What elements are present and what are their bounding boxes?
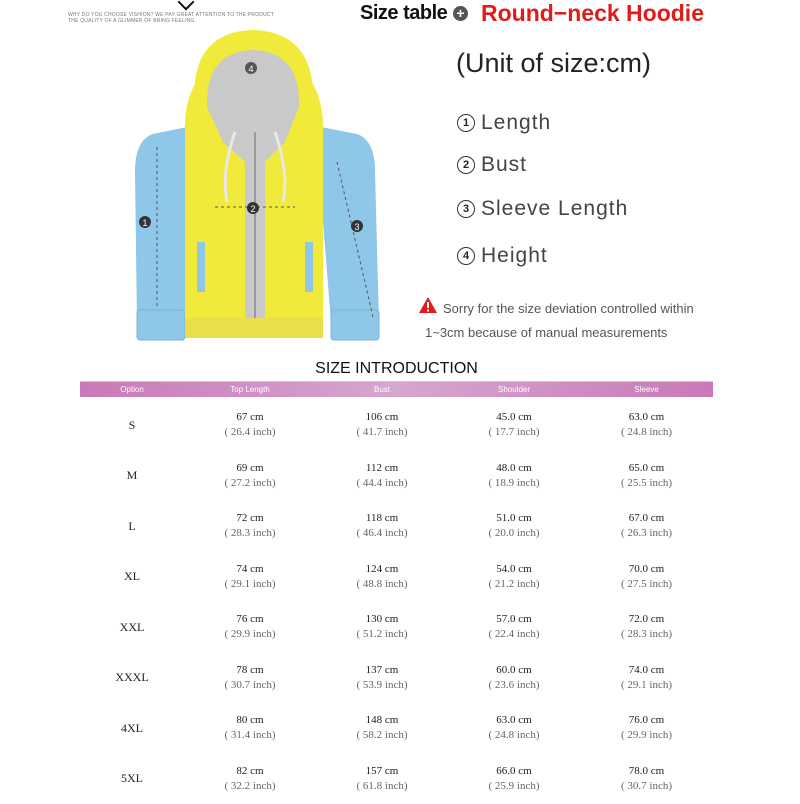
- inch-value: ( 29.1 inch): [184, 577, 316, 592]
- size-option: L: [80, 519, 184, 534]
- inch-value: ( 27.2 inch): [184, 476, 316, 491]
- inch-value: ( 51.2 inch): [316, 627, 448, 642]
- inch-value: ( 28.3 inch): [184, 526, 316, 541]
- inch-value: ( 44.4 inch): [316, 476, 448, 491]
- inch-value: ( 58.2 inch): [316, 728, 448, 743]
- bust-cell: [316, 562, 448, 592]
- inch-value: ( 41.7 inch): [316, 425, 448, 440]
- inch-value: ( 18.9 inch): [448, 476, 580, 491]
- cm-value: 69 cm: [184, 461, 316, 476]
- header-bust: Bust: [316, 382, 448, 397]
- inch-value: ( 46.4 inch): [316, 526, 448, 541]
- sleeve-cell: [580, 410, 713, 440]
- inch-value: ( 30.7 inch): [580, 779, 713, 794]
- table-row: [80, 653, 713, 704]
- table-row: [80, 501, 713, 552]
- cm-value: 106 cm: [316, 410, 448, 425]
- legend-label: Sleeve Length: [481, 197, 628, 221]
- top-length-cell: [184, 713, 316, 743]
- cm-value: 82 cm: [184, 764, 316, 779]
- inch-value: ( 29.1 inch): [580, 678, 713, 693]
- inch-value: ( 24.8 inch): [580, 425, 713, 440]
- left-cuff: [137, 310, 185, 340]
- bust-cell: [316, 461, 448, 491]
- legend-number-4: 4: [457, 247, 475, 265]
- cm-value: 78 cm: [184, 663, 316, 678]
- top-length-cell: [184, 764, 316, 794]
- inch-value: ( 25.5 inch): [580, 476, 713, 491]
- top-length-cell: [184, 461, 316, 491]
- cm-value: 148 cm: [316, 713, 448, 728]
- cm-value: 124 cm: [316, 562, 448, 577]
- bust-cell: [316, 764, 448, 794]
- cm-value: 70.0 cm: [580, 562, 713, 577]
- top-length-cell: [184, 562, 316, 592]
- warning-icon: [418, 296, 438, 314]
- inch-value: ( 24.8 inch): [448, 728, 580, 743]
- inch-value: ( 26.4 inch): [184, 425, 316, 440]
- inch-value: ( 28.3 inch): [580, 627, 713, 642]
- bust-cell: [316, 663, 448, 693]
- cm-value: 45.0 cm: [448, 410, 580, 425]
- cm-value: 137 cm: [316, 663, 448, 678]
- cm-value: 54.0 cm: [448, 562, 580, 577]
- inch-value: ( 21.2 inch): [448, 577, 580, 592]
- bust-cell: [316, 612, 448, 642]
- table-row: [80, 754, 713, 804]
- shoulder-cell: [448, 511, 580, 541]
- size-option: M: [80, 468, 184, 483]
- table-row: [80, 602, 713, 653]
- cm-value: 66.0 cm: [448, 764, 580, 779]
- right-cuff: [331, 310, 379, 340]
- table-row: [80, 703, 713, 754]
- legend-label: Bust: [481, 153, 527, 177]
- sleeve-cell: [580, 511, 713, 541]
- sleeve-cell: [580, 612, 713, 642]
- unit-note: (Unit of size:cm): [456, 48, 651, 79]
- left-pocket: [197, 242, 205, 292]
- cm-value: 65.0 cm: [580, 461, 713, 476]
- product-title: Round−neck Hoodie: [481, 0, 704, 27]
- top-length-cell: [184, 663, 316, 693]
- header-top-length: Top Length: [184, 382, 316, 397]
- measure-label-3: 3: [354, 222, 359, 232]
- measure-label-4: 4: [248, 64, 253, 74]
- cm-value: 51.0 cm: [448, 511, 580, 526]
- sleeve-cell: [580, 562, 713, 592]
- inch-value: ( 20.0 inch): [448, 526, 580, 541]
- hoodie-hem: [185, 318, 323, 338]
- cm-value: 60.0 cm: [448, 663, 580, 678]
- cm-value: 63.0 cm: [580, 410, 713, 425]
- bust-cell: [316, 511, 448, 541]
- inch-value: ( 31.4 inch): [184, 728, 316, 743]
- measure-label-2: 2: [250, 204, 255, 214]
- cm-value: 74.0 cm: [580, 663, 713, 678]
- size-table-body: [80, 400, 713, 804]
- cm-value: 67.0 cm: [580, 511, 713, 526]
- header-shoulder: Shoulder: [448, 382, 580, 397]
- sleeve-cell: [580, 713, 713, 743]
- tagline-line-1: WHY DO YOU CHOOSE VISHION? WE PAY GREAT ATTENTION TO THE PRODUCT: [68, 12, 328, 18]
- legend-item-length: [457, 111, 551, 135]
- shoulder-cell: [448, 562, 580, 592]
- measure-label-1: 1: [142, 218, 147, 228]
- inch-value: ( 22.4 inch): [448, 627, 580, 642]
- inch-value: ( 29.9 inch): [580, 728, 713, 743]
- header-option: Option: [80, 382, 184, 397]
- cm-value: 57.0 cm: [448, 612, 580, 627]
- inch-value: ( 26.3 inch): [580, 526, 713, 541]
- inch-value: ( 23.6 inch): [448, 678, 580, 693]
- cm-value: 63.0 cm: [448, 713, 580, 728]
- shoulder-cell: [448, 764, 580, 794]
- inch-value: ( 48.8 inch): [316, 577, 448, 592]
- cm-value: 74 cm: [184, 562, 316, 577]
- cm-value: 112 cm: [316, 461, 448, 476]
- top-length-cell: [184, 612, 316, 642]
- cm-value: 80 cm: [184, 713, 316, 728]
- cm-value: 118 cm: [316, 511, 448, 526]
- cm-value: 72 cm: [184, 511, 316, 526]
- inch-value: ( 61.8 inch): [316, 779, 448, 794]
- cm-value: 130 cm: [316, 612, 448, 627]
- top-length-cell: [184, 410, 316, 440]
- inch-value: ( 29.9 inch): [184, 627, 316, 642]
- legend-number-1: 1: [457, 114, 475, 132]
- hoodie-diagram: [125, 22, 395, 344]
- right-sleeve: [321, 127, 379, 322]
- legend-label: Height: [481, 244, 548, 268]
- inch-value: ( 25.9 inch): [448, 779, 580, 794]
- inch-value: ( 53.9 inch): [316, 678, 448, 693]
- warning-text-line-2: 1~3cm because of manual measurements: [425, 325, 667, 340]
- inch-value: ( 17.7 inch): [448, 425, 580, 440]
- size-option: S: [80, 418, 184, 433]
- cm-value: 67 cm: [184, 410, 316, 425]
- size-option: 4XL: [80, 721, 184, 736]
- size-table-label: Size table: [360, 2, 447, 25]
- shoulder-cell: [448, 410, 580, 440]
- right-pocket: [305, 242, 313, 292]
- sleeve-cell: [580, 663, 713, 693]
- warning-text-line-1: Sorry for the size deviation controlled within: [443, 301, 694, 316]
- bust-cell: [316, 713, 448, 743]
- cm-value: 48.0 cm: [448, 461, 580, 476]
- inch-value: ( 27.5 inch): [580, 577, 713, 592]
- plus-icon: +: [453, 6, 468, 21]
- cm-value: 76.0 cm: [580, 713, 713, 728]
- cm-value: 72.0 cm: [580, 612, 713, 627]
- table-row: [80, 400, 713, 451]
- legend-item-bust: [457, 153, 527, 177]
- cm-value: 76 cm: [184, 612, 316, 627]
- legend-item-height: [457, 244, 548, 268]
- shoulder-cell: [448, 461, 580, 491]
- cm-value: 78.0 cm: [580, 764, 713, 779]
- inch-value: ( 32.2 inch): [184, 779, 316, 794]
- header-sleeve: Sleeve: [580, 382, 713, 397]
- top-length-cell: [184, 511, 316, 541]
- bust-cell: [316, 410, 448, 440]
- sleeve-cell: [580, 461, 713, 491]
- legend-label: Length: [481, 111, 551, 135]
- corner-arrow-icon: [178, 0, 195, 10]
- table-header: [80, 382, 713, 397]
- size-option: XXXL: [80, 670, 184, 685]
- size-introduction-title: SIZE INTRODUCTION: [80, 357, 713, 382]
- size-option: XL: [80, 569, 184, 584]
- sleeve-cell: [580, 764, 713, 794]
- legend-number-2: 2: [457, 156, 475, 174]
- size-option: XXL: [80, 620, 184, 635]
- legend-item-sleeve-length: [457, 197, 628, 221]
- shoulder-cell: [448, 713, 580, 743]
- inch-value: ( 30.7 inch): [184, 678, 316, 693]
- tagline-line-2: THE QUALITY OF A GLIMMER OF BRING FEELING: [68, 18, 328, 24]
- shoulder-cell: [448, 663, 580, 693]
- shoulder-cell: [448, 612, 580, 642]
- legend-number-3: 3: [457, 200, 475, 218]
- cm-value: 157 cm: [316, 764, 448, 779]
- table-row: [80, 451, 713, 502]
- table-row: [80, 552, 713, 603]
- size-option: 5XL: [80, 771, 184, 786]
